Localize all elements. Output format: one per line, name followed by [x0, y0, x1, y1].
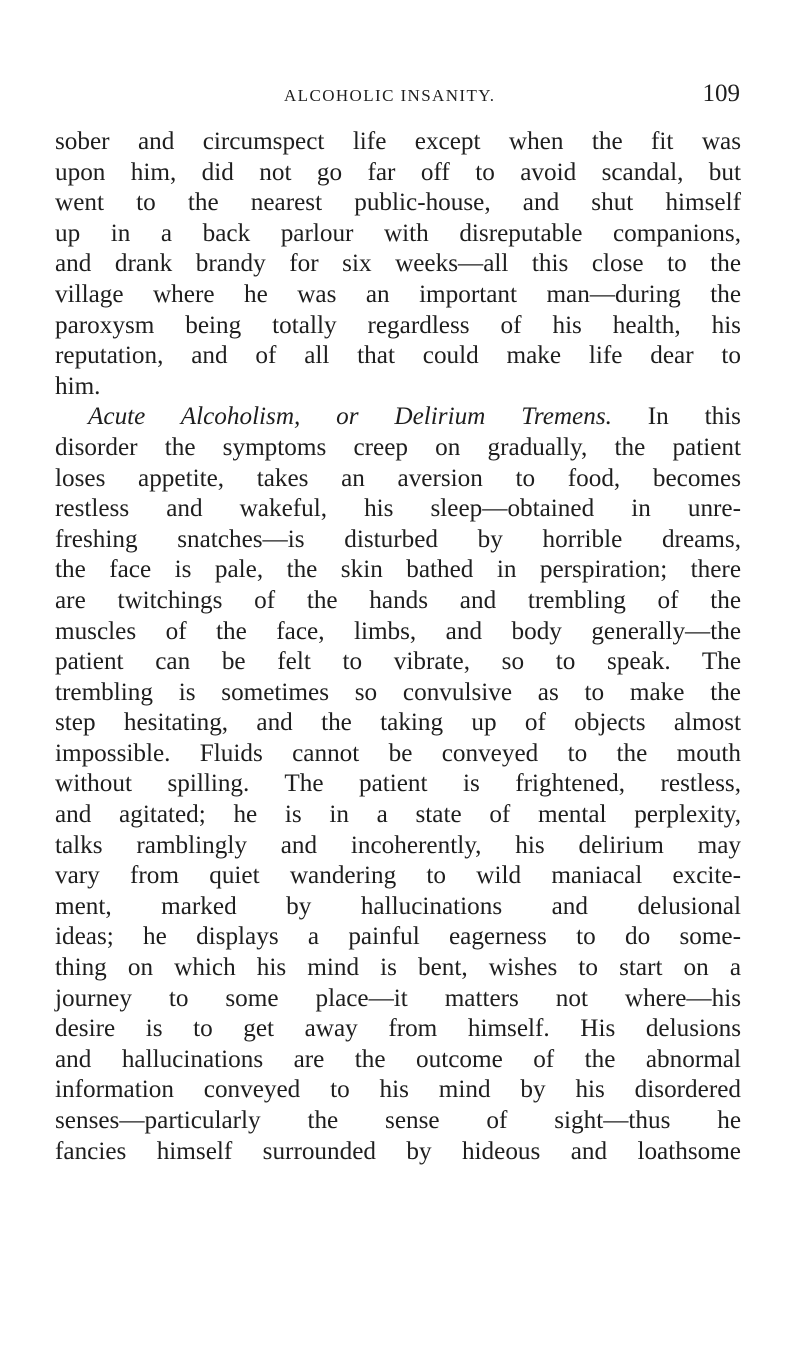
text-line: up in a back parlour with disreputable companions,	[55, 219, 741, 247]
text-line: disorder the symptoms creep on gradually, the patient	[55, 433, 741, 461]
text-line: without spilling. The patient is frightened, restless,	[55, 770, 741, 798]
text-line: sober and circumspect life except when the fit was	[55, 128, 741, 155]
text-line: upon him, did not go far off to avoid scandal, but	[55, 158, 741, 186]
text-line: desire is to get away from himself. His delusions	[55, 1015, 741, 1043]
text-line: journey to some place—it matters not where—his	[55, 984, 741, 1012]
text-line: and agitated; he is in a state of mental perplexity,	[55, 801, 741, 829]
text-line: impossible. Fluids cannot be conveyed to the mouth	[55, 739, 741, 767]
running-header	[236, 78, 740, 118]
running-title: ALCOHOLIC INSANITY.	[284, 86, 496, 105]
text-line: village where he was an important man—during the	[55, 280, 741, 308]
heading-run-in-text: In this	[611, 403, 741, 431]
body-text	[55, 127, 741, 1167]
text-line: restless and wakeful, his sleep—obtained in unre-	[55, 495, 741, 523]
text-line-first	[55, 402, 741, 433]
text-line: fancies himself surrounded by hideous and loathsome	[55, 1137, 741, 1165]
text-line: muscles of the face, limbs, and body generally—the	[55, 617, 741, 645]
text-line: him.	[55, 372, 101, 400]
text-line: and drank brandy for six weeks—all this close to the	[55, 250, 741, 278]
text-line: reputation, and of all that could make life dear to	[55, 342, 741, 370]
text-line: patient can be felt to vibrate, so to speak. The	[55, 648, 741, 676]
paragraph-continued	[55, 127, 741, 402]
text-line: thing on which his mind is bent, wishes to start on a	[55, 954, 741, 982]
text-line: and hallucinations are the outcome of the abnormal	[55, 1045, 741, 1073]
text-line: talks ramblingly and incoherently, his delirium may	[55, 831, 741, 859]
text-line: trembling is sometimes so convulsive as to make the	[55, 678, 741, 706]
text-line: freshing snatches—is disturbed by horrible dreams,	[55, 525, 741, 553]
text-line: ment, marked by hallucinations and delusional	[55, 892, 741, 920]
text-line: loses appetite, takes an aversion to food, becomes	[55, 464, 741, 492]
text-line: are twitchings of the hands and trembling of the	[55, 586, 741, 614]
page-number: 109	[702, 80, 740, 107]
text-line: senses—particularly the sense of sight—thus he	[55, 1107, 741, 1134]
text-line: vary from quiet wandering to wild maniacal excite-	[55, 862, 741, 890]
text-line: step hesitating, and the taking up of objects almost	[55, 709, 741, 737]
text-line: the face is pale, the skin bathed in perspiration; there	[55, 556, 741, 584]
text-line: went to the nearest public-house, and shut himself	[55, 189, 741, 217]
text-line: ideas; he displays a painful eagerness to do some-	[55, 923, 741, 951]
paragraph-delirium-tremens	[55, 402, 741, 1167]
text-line: information conveyed to his mind by his disordered	[55, 1076, 741, 1104]
section-heading: Acute Alcoholism, or Delirium Tremens.	[88, 403, 612, 431]
text-line: paroxysm being totally regardless of his health, his	[55, 311, 741, 339]
